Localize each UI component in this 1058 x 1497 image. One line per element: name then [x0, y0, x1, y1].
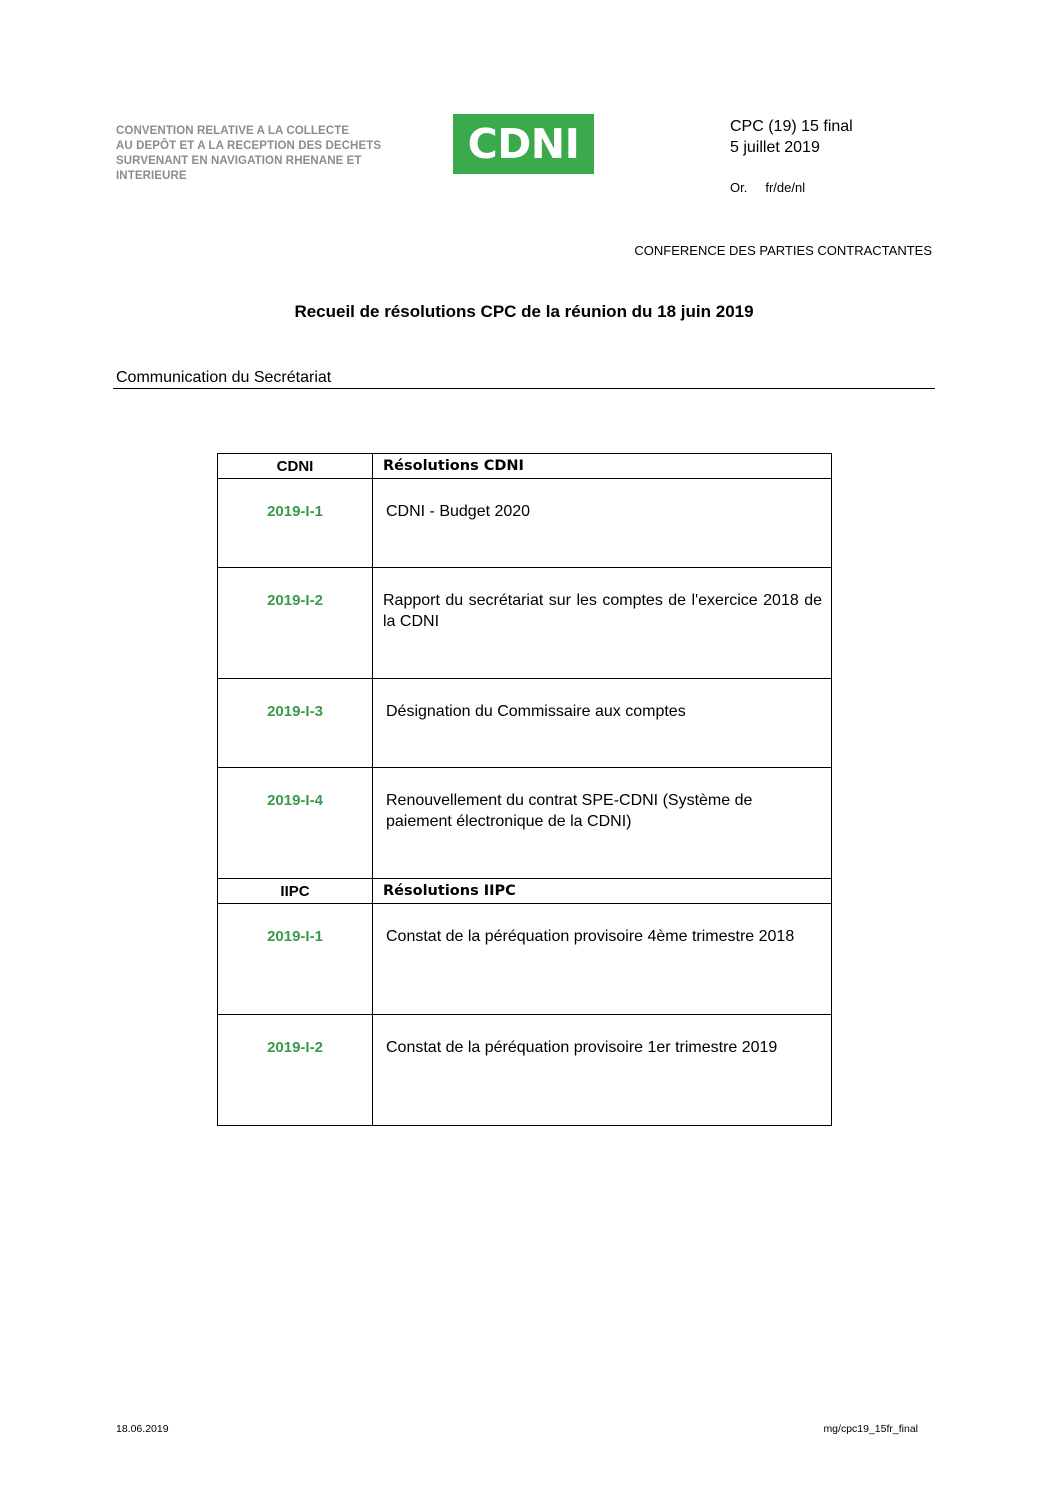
document-reference: CPC (19) 15 final: [730, 118, 853, 135]
resolution-text: Désignation du Commissaire aux comptes: [373, 679, 832, 768]
table-row: [218, 568, 832, 679]
logo-text: CDNI: [467, 120, 580, 168]
table-row: [218, 679, 832, 768]
document-date: 5 juillet 2019: [730, 139, 820, 156]
org-line: INTERIEURE: [116, 170, 187, 182]
original-label: Or.: [730, 180, 748, 195]
original-languages-value: fr/de/nl: [765, 180, 806, 195]
section-header-row: [218, 879, 832, 904]
footer-file-reference: mg/cpc19_15fr_final: [823, 1423, 918, 1435]
resolution-number: 2019-I-4: [218, 768, 373, 879]
resolution-text: Constat de la péréquation provisoire 4ème trimestre 2018: [373, 904, 832, 1015]
resolutions-table: [217, 453, 832, 1126]
divider: [113, 388, 935, 389]
resolution-text: Renouvellement du contrat SPE-CDNI (Système de paiement électronique de la CDNI): [373, 768, 832, 879]
resolution-number: 2019-I-1: [218, 479, 373, 568]
resolution-text: Constat de la péréquation provisoire 1er trimestre 2019: [373, 1015, 832, 1126]
table-row: [218, 768, 832, 879]
section-heading: Résolutions IIPC: [373, 879, 832, 904]
resolution-number: 2019-I-1: [218, 904, 373, 1015]
resolution-text: Rapport du secrétariat sur les comptes de l'exercice 2018 de la CDNI: [373, 568, 832, 679]
organization-name: [116, 124, 426, 184]
table-row: [218, 904, 832, 1015]
org-line: CONVENTION RELATIVE A LA COLLECTE: [116, 125, 350, 137]
footer-date: 18.06.2019: [116, 1423, 169, 1435]
section-heading: Résolutions CDNI: [373, 454, 832, 479]
resolution-number: 2019-I-3: [218, 679, 373, 768]
section-header-row: [218, 454, 832, 479]
resolution-number: 2019-I-2: [218, 1015, 373, 1126]
conference-heading: CONFERENCE DES PARTIES CONTRACTANTES: [634, 243, 932, 258]
org-line: SURVENANT EN NAVIGATION RHENANE ET: [116, 155, 362, 167]
page-title: Recueil de résolutions CPC de la réunion du 18 juin 2019: [294, 302, 754, 321]
section-code: CDNI: [218, 454, 373, 479]
table-row: [218, 479, 832, 568]
communication-label: Communication du Secrétariat: [116, 369, 332, 386]
cdni-logo: [453, 114, 594, 174]
table-row: [218, 1015, 832, 1126]
document-reference-block: [730, 116, 853, 158]
section-code: IIPC: [218, 879, 373, 904]
resolution-text: CDNI - Budget 2020: [373, 479, 832, 568]
original-languages: [730, 180, 805, 195]
org-line: AU DEPÔT ET A LA RECEPTION DES DECHETS: [116, 140, 382, 152]
resolution-number: 2019-I-2: [218, 568, 373, 679]
